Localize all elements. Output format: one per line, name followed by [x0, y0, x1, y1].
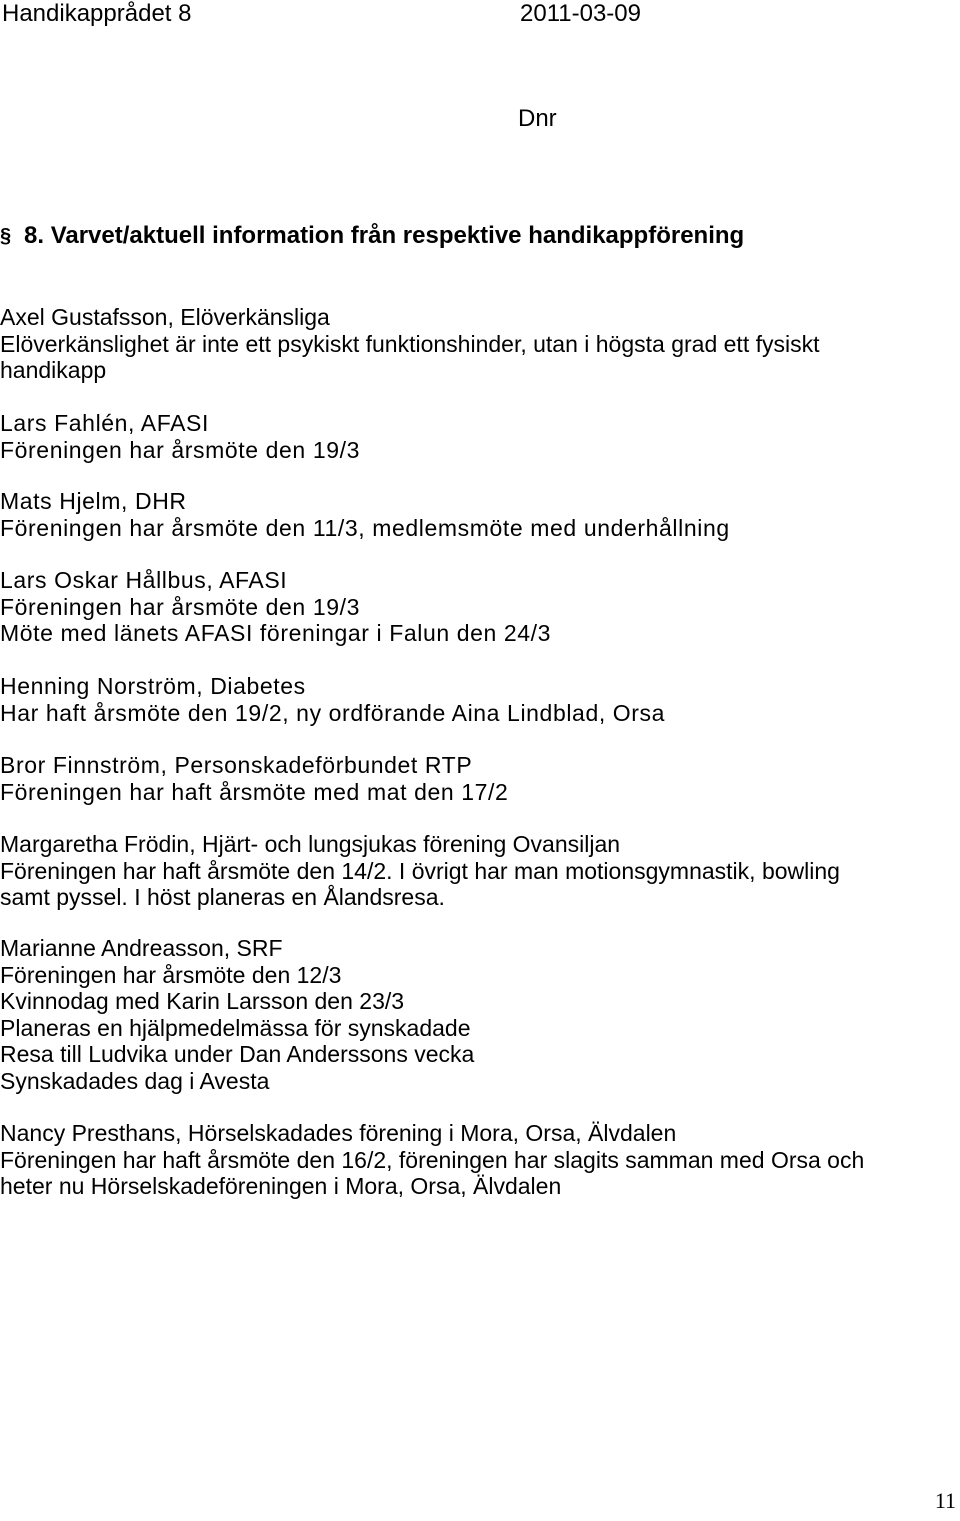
entry-line: Föreningen har årsmöte den 19/3 [0, 593, 360, 620]
entry-lars-oskar-hallbus [0, 567, 960, 647]
entry-name: Lars Oskar Hållbus, AFASI [0, 567, 288, 593]
entry-name: Axel Gustafsson, Elöverkänsliga [0, 304, 330, 330]
entry-line: Resa till Ludvika under Dan Anderssons vecka [0, 1041, 475, 1067]
entry-line: Föreningen har årsmöte den 19/3 [0, 436, 360, 463]
entry-line: Föreningen har haft årsmöte med mat den 17/2 [0, 778, 509, 805]
entry-name: Henning Norström, Diabetes [0, 673, 306, 699]
section-number: 8. [24, 222, 45, 249]
entry-name: Nancy Presthans, Hörselskadades förening i Mora, Orsa, Älvdalen [0, 1120, 677, 1146]
entry-line: Föreningen har haft årsmöte den 14/2. I övrigt har man motionsgymnastik, bowling [0, 857, 840, 884]
entry-line: Synskadades dag i Avesta [0, 1067, 270, 1094]
section-bullet-icon: § [0, 225, 12, 247]
entry-name: Margaretha Frödin, Hjärt- och lungsjukas förening Ovansiljan [0, 831, 621, 857]
entry-line: heter nu Hörselskadeföreningen i Mora, Orsa, Älvdalen [0, 1173, 562, 1199]
entry-henning-norstrom [0, 673, 960, 726]
entry-name: Lars Fahlén, AFASI [0, 410, 209, 436]
header-date: 2011-03-09 [520, 0, 641, 27]
section-heading [0, 221, 744, 251]
entry-line: Elöverkänslighet är inte ett psykiskt funktionshinder, utan i högsta grad ett fysiskt [0, 330, 820, 357]
entry-line: Kvinnodag med Karin Larsson den 23/3 [0, 988, 405, 1014]
entry-axel-gustafsson [0, 304, 960, 384]
header-title: Handikapprådet 8 [2, 0, 192, 27]
entry-line: Föreningen har årsmöte den 12/3 [0, 961, 342, 988]
entry-nancy-presthans [0, 1120, 960, 1200]
entry-lars-fahlen [0, 410, 960, 463]
entry-line: handikapp [0, 357, 107, 383]
entry-line: Har haft årsmöte den 19/2, ny ordförande Aina Lindblad, Orsa [0, 699, 666, 726]
entry-margaretha-frodin [0, 831, 960, 911]
entry-marianne-andreasson [0, 935, 960, 1094]
entry-name: Bror Finnström, Personskadeförbundet RTP [0, 752, 473, 778]
section-title: Varvet/aktuell information från respektive handikappförening [50, 222, 745, 249]
entry-line: Föreningen har årsmöte den 11/3, medlemsmöte med underhållning [0, 514, 730, 541]
entry-name: Mats Hjelm, DHR [0, 488, 187, 514]
entry-name: Marianne Andreasson, SRF [0, 935, 283, 961]
entry-line: samt pyssel. I höst planeras en Ålandsresa. [0, 884, 445, 910]
entry-bror-finnstrom [0, 752, 960, 805]
dnr-label: Dnr [518, 105, 557, 132]
page-number: 11 [934, 1488, 956, 1513]
entry-line: Möte med länets AFASI föreningar i Falun den 24/3 [0, 620, 552, 646]
entry-line: Föreningen har haft årsmöte den 16/2, föreningen har slagits samman med Orsa och [0, 1146, 865, 1173]
entry-mats-hjelm [0, 488, 960, 541]
entry-line: Planeras en hjälpmedelmässa för synskadade [0, 1014, 471, 1041]
